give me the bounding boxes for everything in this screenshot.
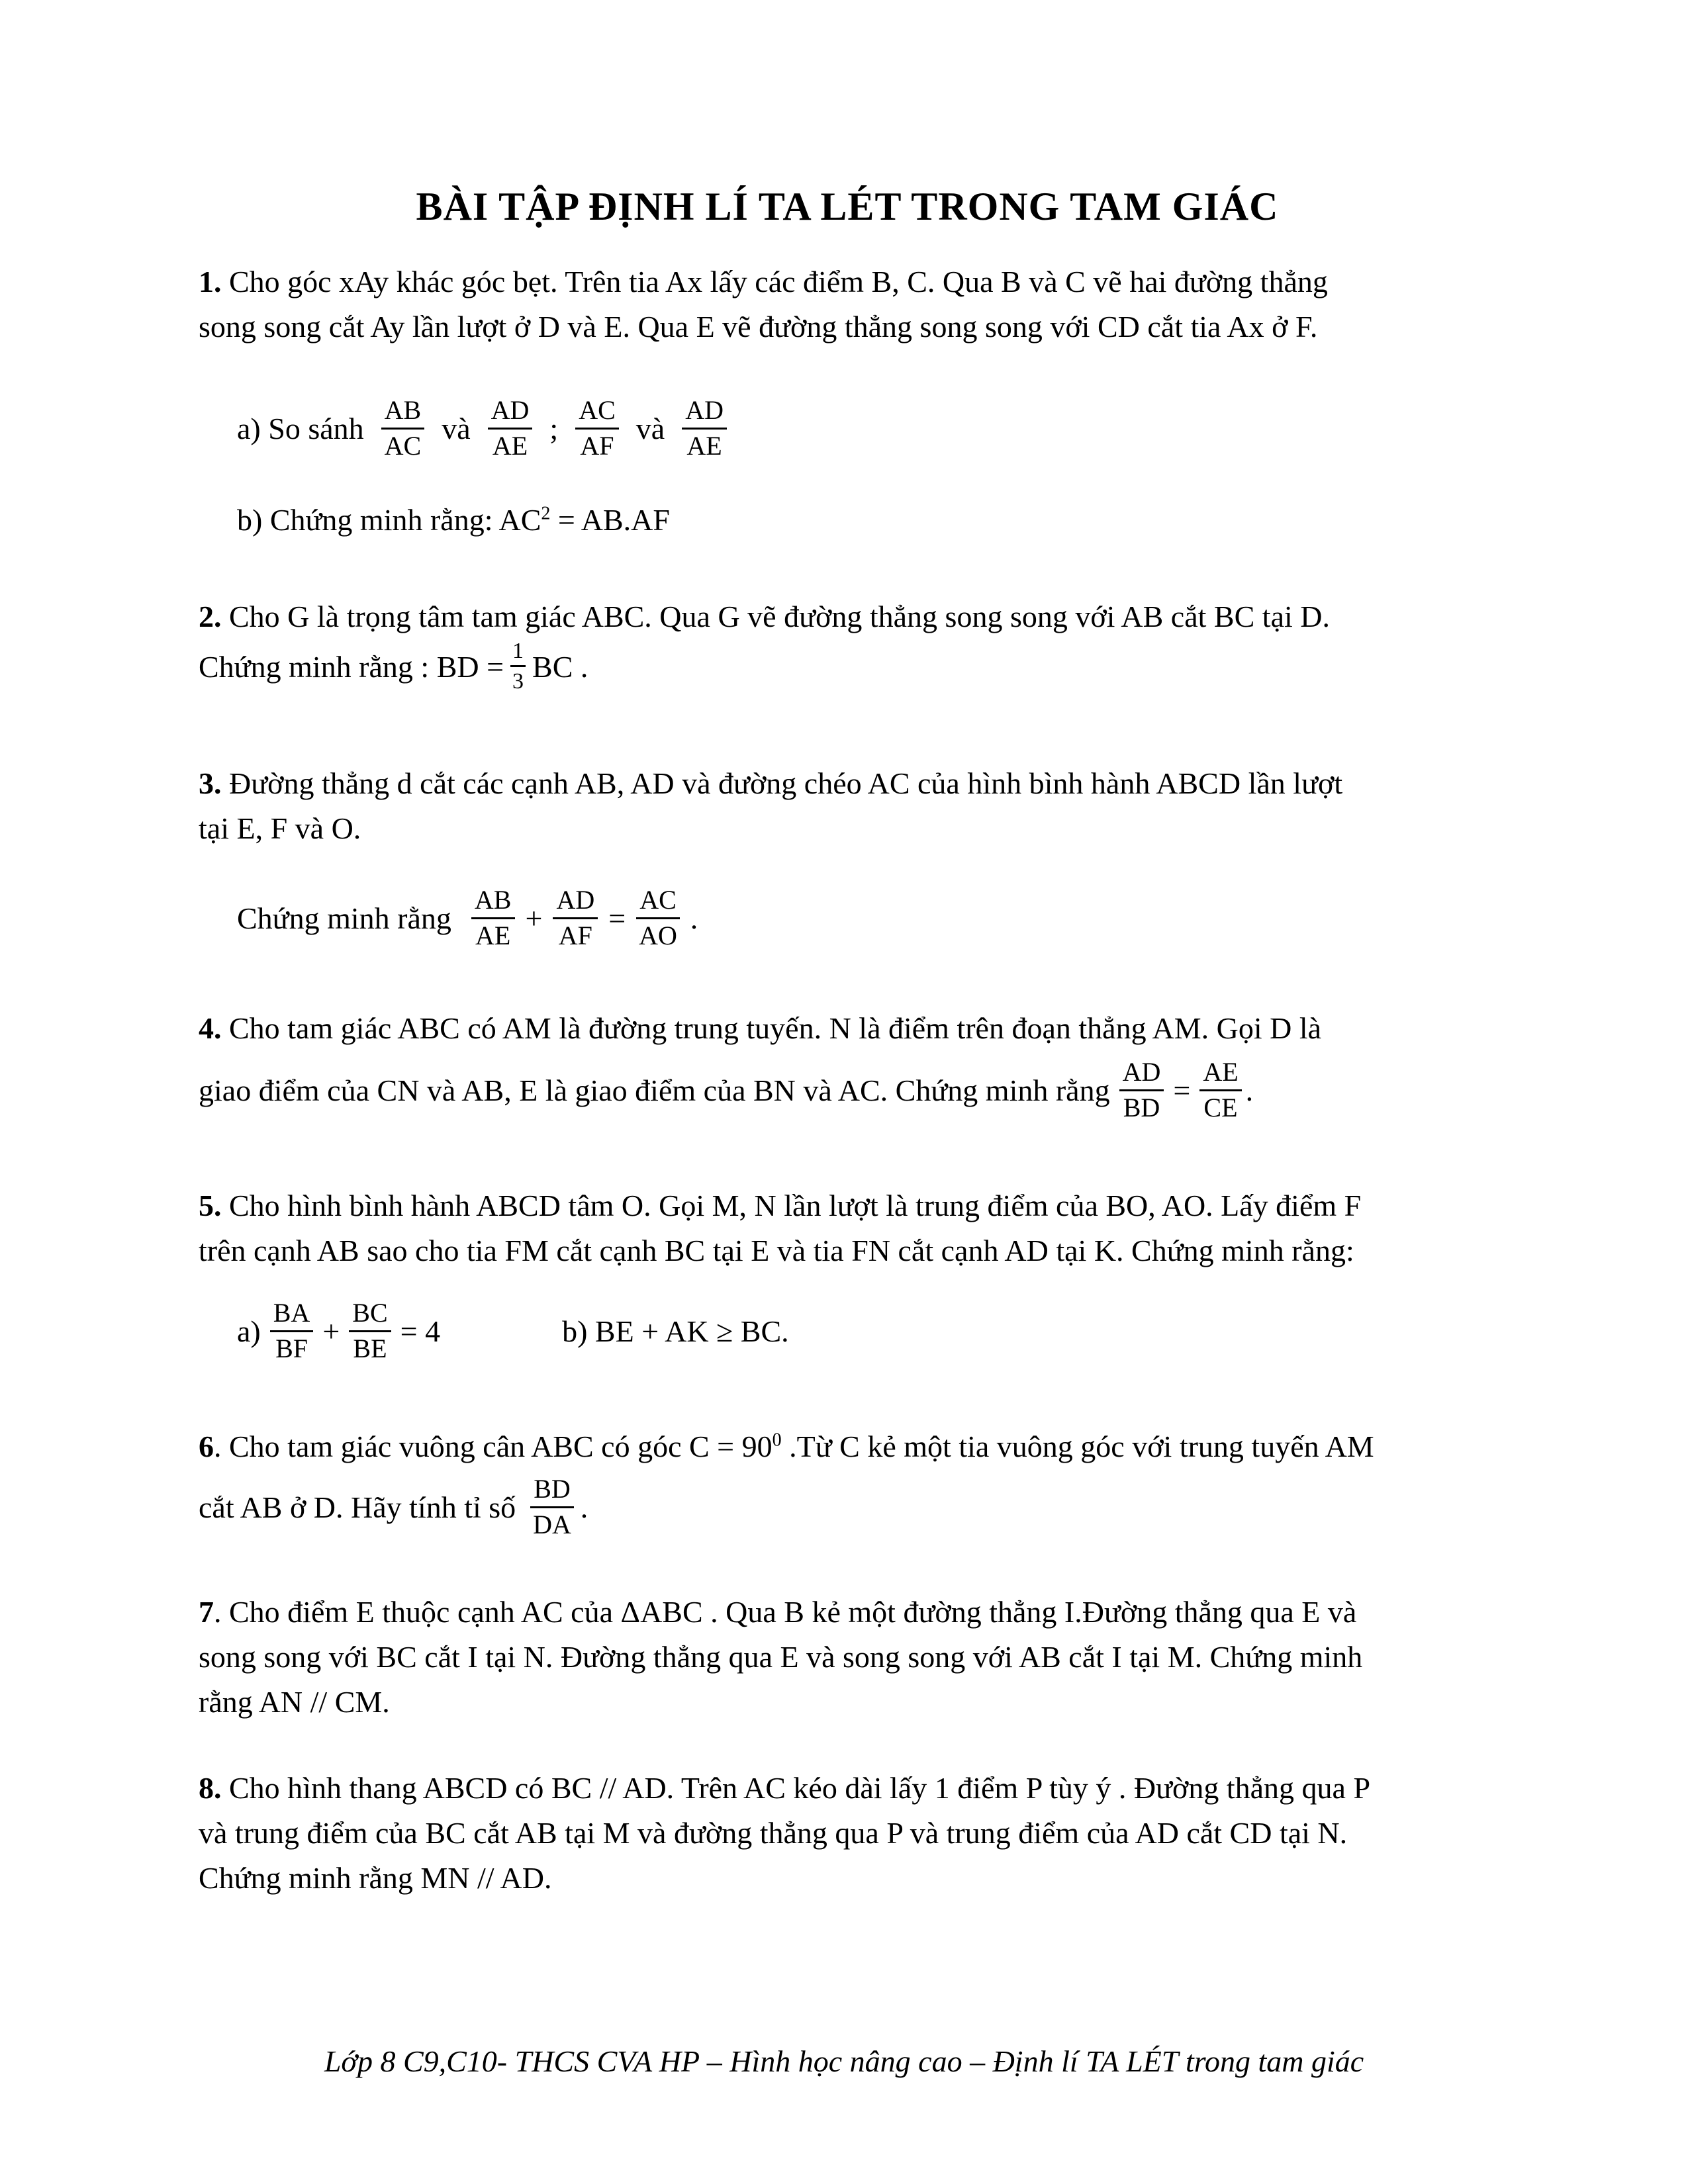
fraction-denominator: AF bbox=[580, 430, 614, 461]
fraction-BC-BE bbox=[349, 1298, 391, 1364]
equals-four: = 4 bbox=[400, 1314, 441, 1348]
fraction-denominator: AE bbox=[475, 920, 511, 950]
problem-8-number: 8. bbox=[199, 1771, 222, 1805]
fraction-numerator: AD bbox=[553, 886, 598, 919]
line-text: Cho hình bình hành ABCD tâm O. Gọi M, N lần lượt là trung điểm của BO, AO. Lấy điểm F bbox=[221, 1189, 1362, 1222]
formula-text: cắt AB ở D. Hãy tính tỉ số bbox=[199, 1490, 516, 1524]
line-text: Cho hình thang ABCD có BC // AD. Trên AC kéo dài lấy 1 điểm P tùy ý . Đường thẳng qua P bbox=[221, 1771, 1371, 1805]
problem-5-number: 5. bbox=[199, 1189, 222, 1222]
fraction-denominator: BE bbox=[353, 1333, 387, 1363]
problem-6-number: 6 bbox=[199, 1430, 214, 1463]
and-word: và bbox=[635, 411, 665, 445]
fraction-numerator: AE bbox=[1199, 1058, 1241, 1091]
line-text: . Cho tam giác vuông cân ABC có góc C = 90 bbox=[214, 1430, 773, 1463]
page-title: BÀI TẬP ĐỊNH LÍ TA LÉT TRONG TAM GIÁC bbox=[416, 185, 1279, 229]
line-text: Cho tam giác ABC có AM là đường trung tuyến. N là điểm trên đoạn thẳng AM. Gọi D là bbox=[221, 1011, 1322, 1045]
fraction-BD-DA bbox=[530, 1475, 574, 1540]
fraction-numerator: AD bbox=[1119, 1058, 1164, 1091]
problem-1-number: 1. bbox=[199, 265, 222, 298]
problem-3-formula bbox=[199, 886, 1496, 951]
semicolon: ; bbox=[549, 411, 559, 445]
fraction-denominator: DA bbox=[533, 1509, 571, 1539]
item-a-label: a) bbox=[237, 1314, 261, 1348]
line-text: rằng AN // CM. bbox=[199, 1685, 390, 1719]
problem-1-text bbox=[199, 259, 1496, 349]
plus-sign: + bbox=[322, 1314, 340, 1348]
problem-2-text bbox=[199, 594, 1496, 639]
fraction-AC-AF bbox=[575, 396, 619, 461]
formula-text: = AB.AF bbox=[550, 503, 670, 537]
text-line bbox=[199, 1228, 1496, 1273]
text-line bbox=[199, 1811, 1496, 1856]
text-line bbox=[199, 1635, 1496, 1680]
superscript-2: 2 bbox=[541, 503, 551, 524]
problem-5-text bbox=[199, 1183, 1496, 1273]
problem-6-formula bbox=[199, 1475, 1496, 1540]
problem-5-formula bbox=[199, 1298, 1496, 1364]
line-text: Đường thẳng d cắt các cạnh AB, AD và đường chéo AC của hình bình hành ABCD lần lượt bbox=[221, 766, 1343, 800]
text-line bbox=[199, 1856, 1496, 1901]
period: . bbox=[690, 901, 698, 935]
text-line bbox=[199, 761, 1496, 806]
fraction-AE-CE bbox=[1199, 1058, 1241, 1123]
fraction-numerator: AB bbox=[471, 886, 515, 919]
fraction-denominator: AC bbox=[384, 430, 422, 461]
plus-sign: + bbox=[525, 901, 543, 935]
line-text: song song cắt Ay lần lượt ở D và E. Qua E vẽ đường thẳng song song với CD cắt tia Ax ở F. bbox=[199, 310, 1318, 343]
problem-3-number: 3. bbox=[199, 766, 222, 800]
fraction-BA-BF bbox=[270, 1298, 314, 1364]
fraction-numerator: AB bbox=[381, 396, 425, 430]
line-text: và trung điểm của BC cắt AB tại M và đường thẳng qua P và trung điểm của AD cắt CD tại N. bbox=[199, 1816, 1348, 1850]
fraction-denominator: AF bbox=[558, 920, 592, 950]
problem-7-number: 7 bbox=[199, 1595, 214, 1629]
fraction-numerator: BA bbox=[270, 1298, 314, 1332]
line-text: .Từ C kẻ một tia vuông góc với trung tuyến AM bbox=[781, 1430, 1374, 1463]
fraction-AD-AF bbox=[553, 886, 598, 951]
period: . bbox=[1245, 1073, 1254, 1107]
line-text: . Cho điểm E thuộc cạnh AC của ΔABC . Qua B kẻ một đường thẳng I.Đường thẳng qua E và bbox=[214, 1595, 1357, 1629]
line-text: trên cạnh AB sao cho tia FM cắt cạnh BC tại E và tia FN cắt cạnh AD tại K. Chứng minh rằng: bbox=[199, 1234, 1354, 1267]
fraction-numerator: BD bbox=[530, 1475, 574, 1508]
fraction-numerator: AD bbox=[488, 396, 533, 430]
problem-7-text bbox=[199, 1590, 1496, 1725]
period: . bbox=[580, 1490, 588, 1524]
problem-4-number: 4. bbox=[199, 1011, 222, 1045]
fraction-numerator: AC bbox=[575, 396, 619, 430]
fraction-AB-AC bbox=[381, 396, 425, 461]
equals-sign: = bbox=[1173, 1073, 1191, 1107]
line-text: tại E, F và O. bbox=[199, 811, 361, 845]
problem-2-formula bbox=[199, 639, 1496, 694]
fraction-numerator: AD bbox=[682, 396, 727, 430]
fraction-denominator: AO bbox=[639, 920, 677, 950]
formula-label: Chứng minh rằng bbox=[237, 901, 451, 935]
line-text: Chứng minh rằng MN // AD. bbox=[199, 1861, 552, 1895]
fraction-1-3 bbox=[510, 639, 526, 694]
fraction-AC-AO bbox=[636, 886, 680, 951]
text-line bbox=[199, 259, 1496, 304]
line-text: Cho G là trọng tâm tam giác ABC. Qua G vẽ đường thẳng song song với AB cắt BC tại D. bbox=[221, 600, 1330, 633]
fraction-AD-AE bbox=[488, 396, 533, 461]
text-line bbox=[199, 1766, 1496, 1811]
fraction-AD-BD bbox=[1119, 1058, 1164, 1123]
fraction-numerator: AC bbox=[636, 886, 680, 919]
problem-4-formula bbox=[199, 1058, 1496, 1123]
formula-text: b) Chứng minh rằng: AC bbox=[237, 503, 541, 537]
fraction-denominator: CE bbox=[1203, 1092, 1238, 1122]
fraction-AB-AE bbox=[471, 886, 515, 951]
fraction-denominator: BD bbox=[1123, 1092, 1160, 1122]
item-b-text: b) BE + AK ≥ BC. bbox=[562, 1314, 789, 1348]
fraction-denominator: AE bbox=[686, 430, 722, 461]
equals-sign: = bbox=[608, 901, 626, 935]
problem-6-text bbox=[199, 1424, 1496, 1469]
formula-text: BC . bbox=[532, 649, 588, 684]
fraction-denominator: BF bbox=[275, 1333, 308, 1363]
text-line bbox=[199, 1680, 1496, 1725]
line-text: song song với BC cắt I tại N. Đường thẳng qua E và song song với AB cắt I tại M. Chứng minh bbox=[199, 1640, 1363, 1674]
formula-text: Chứng minh rằng : BD = bbox=[199, 649, 504, 684]
problem-4-text bbox=[199, 1006, 1496, 1051]
text-line bbox=[199, 806, 1496, 851]
text-line bbox=[199, 1590, 1496, 1635]
fraction-denominator: AE bbox=[492, 430, 528, 461]
text-line bbox=[199, 1183, 1496, 1228]
problem-3-text bbox=[199, 761, 1496, 851]
line-text: Cho góc xAy khác góc bẹt. Trên tia Ax lấy các điểm B, C. Qua B và C vẽ hai đường thẳng bbox=[221, 265, 1328, 298]
problem-8-text bbox=[199, 1766, 1496, 1901]
problem-1a-formula bbox=[199, 396, 1496, 461]
fraction-numerator: BC bbox=[349, 1298, 391, 1332]
and-word: và bbox=[442, 411, 471, 445]
fraction-denominator: 3 bbox=[512, 669, 524, 694]
formula-label: a) So sánh bbox=[237, 411, 364, 445]
text-line bbox=[199, 304, 1496, 349]
superscript-0: 0 bbox=[772, 1430, 782, 1451]
formula-text: giao điểm của CN và AB, E là giao điểm của BN và AC. Chứng minh rằng bbox=[199, 1073, 1110, 1107]
problem-1b-formula bbox=[199, 498, 1496, 543]
fraction-numerator: 1 bbox=[510, 639, 526, 667]
page-footer: Lớp 8 C9,C10- THCS CVA HP – Hình học nâng cao – Định lí TA LÉT trong tam giác bbox=[324, 2044, 1364, 2078]
problem-2-number: 2. bbox=[199, 600, 222, 633]
fraction-AD-AE bbox=[682, 396, 727, 461]
